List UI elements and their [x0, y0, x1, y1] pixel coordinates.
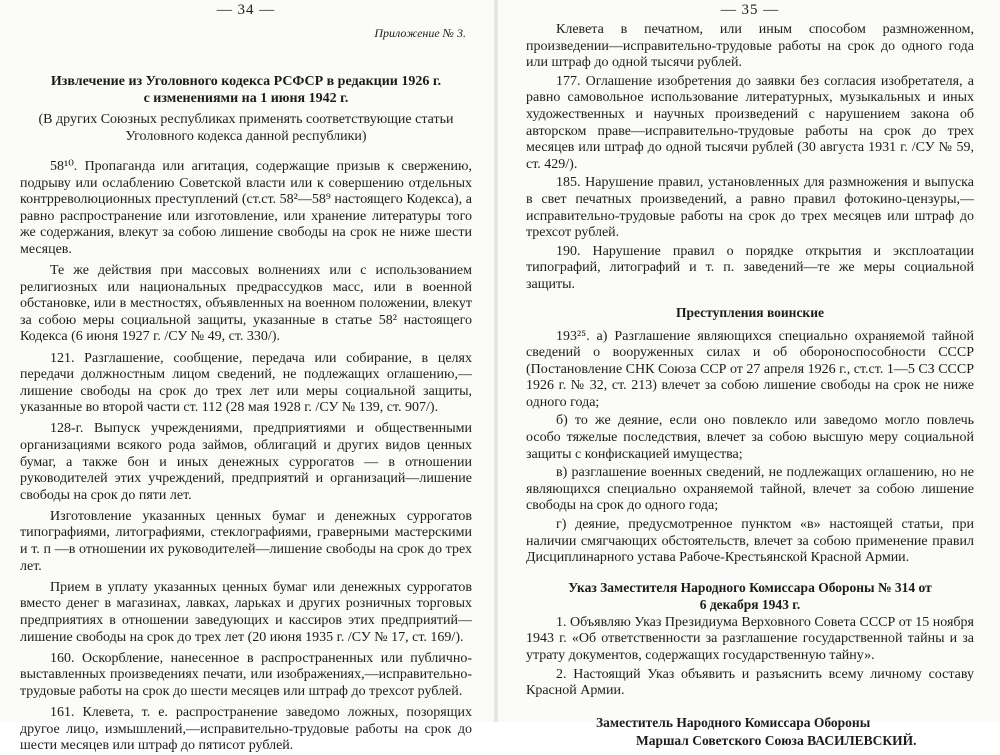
paragraph: Прием в уплату указанных ценных бумаг или денежных суррогатов вместо денег в магазинах, лавках, ларьках и других розничных торговых предприятиях в отношении заведующих и кассиров этих предприятий—лишение свободы на срок до трех лет (20 июня 1935 г. /СУ № 17, ст. 169/). — [20, 579, 472, 645]
paragraph: Те же действия при массовых волнениях или с использованием религиозных или национальных предрассудков масс, или в военной обстановке, или в местностях, объявленных на военном положении, влекут за собою меры социальной защиты, указанные в статье 58² настоящего Кодекса (6 июня 1927 г. /СУ № 49, ст. 330/). — [20, 263, 472, 345]
paragraph: 128-г. Выпуск учреждениями, предприятиями и общественными организациями всякого рода займов, облигаций и других видов ценных бумаг, а также бон и иных денежных суррогатов — в отношении руководителей этих учреждений, предприятий и организаций—лишение свободы на срок до пяти лет. — [20, 421, 472, 503]
paragraph: в) разглашение военных сведений, не подлежащих оглашению, но не являющихся специально охраняемой тайной, влечет за собою лишение свободы на срок до одного года; — [526, 465, 974, 514]
document-title — [20, 73, 472, 107]
left-page — [0, 0, 492, 754]
decree-body — [526, 615, 974, 700]
paragraph: 58¹⁰. Пропаганда или агитация, содержащие призыв к свержению, подрыву или ослаблению Советской власти или к совершению отдельных контрреволюционных преступлений (ст.ст. 58²—58⁹ настоящего Кодекса), а равно распространение или изготовление, или хранение литературы того же содержания, влекут за собою лишение свободы на срок не ниже шести месяцев. — [20, 159, 472, 257]
right-page — [500, 0, 1000, 748]
paragraph: 121. Разглашение, сообщение, передача или собирание, в целях передачи должностным лицом сведений, не подлежащих оглашению,—лишение свободы на срок до трех лет или меры социальной защиты, указанные во второй части ст. 112 (28 мая 1928 г. /СУ № 139, ст. 907/). — [20, 350, 472, 416]
appendix-label: Приложение № 3. — [374, 26, 466, 40]
paragraph: 177. Оглашение изобретения до заявки без согласия изобретателя, а равно самовольное использование литературных, музыкальных и иных художественных и научных произведений с нарушением закона об авторском праве—исправительно-трудовые работы на срок до трех месяцев или штраф до одной тысячи рублей (30 августа 1931 г. /СУ № 59, ст. 429/). — [526, 73, 974, 172]
page-number: — 35 — — [720, 2, 780, 18]
section-heading: Преступления воинские — [676, 304, 824, 320]
paragraph: г) деяние, предусмотренное пунктом «в» настоящей статьи, при наличии смягчающих обстоятельств, влечет за собою применение правил Дисциплинарного устава Рабоче-Крестьянской Красной Армии. — [526, 517, 974, 566]
paragraph: Изготовление указанных ценных бумаг и денежных суррогатов типографиями, литографиями, стеклографиями, граверными мастерскими и т. п —в отношении их руководителей—лишение свободы на срок до трех лет. — [20, 508, 472, 574]
paragraph: б) то же деяние, если оно повлекло или заведомо могло повлечь особо тяжелые последствия, влечет за собою высшую меру социальной защиты с конфискацией имущества; — [526, 413, 974, 462]
paragraph: 161. Клевета, т. е. распространение заведомо ложных, позорящих другое лицо, измышлений,—исправительно-трудовые работы на срок до шести месяцев или штраф до пятисот рублей. — [20, 704, 472, 754]
decree-heading — [526, 579, 974, 613]
paragraph: 2. Настоящий Указ объявить и разъяснить всему личному составу Красной Армии. — [526, 666, 974, 699]
signature-name: Маршал Советского Союза ВАСИЛЕВСКИЙ. — [636, 732, 917, 748]
paragraph: 193²⁵. а) Разглашение являющихся специально охраняемой тайной сведений о вооруженных силах и об обороноспособности СССР (Постановление СНК Союза ССР от 27 апреля 1926 г., ст.ст. 1—5 СЗ СССР 1926 г. № 32, ст. 213) влечет за собою лишение свободы на срок не ниже одного года; — [526, 328, 974, 410]
page-number: — 34 — — [216, 2, 276, 18]
decree-title-line: Указ Заместителя Народного Комиссара Обороны № 314 от — [568, 579, 932, 595]
title-line: Извлечение из Уголовного кодекса РСФСР в редакции 1926 г. — [50, 74, 442, 89]
decree-title-line: 6 декабря 1943 г. — [699, 596, 801, 612]
paragraph: 185. Нарушение правил, установленных для размножения и выпуска в свет печатных произведений, а равно правил фотокино-цензуры,—исправительно-трудовые работы на срок до трех месяцев или штраф до трехсот рублей. — [526, 175, 974, 241]
right-body-top — [526, 22, 974, 294]
document-note: (В других Союзных республиках применять соответствующие статьи Уголовного кодекса данной республики) — [38, 112, 454, 144]
page-gutter — [494, 0, 498, 722]
paragraph: 160. Оскорбление, нанесенное в распространенных или публично-выставленных произведениях печати, или изображениях,—исправительно-трудовые работы на срок до шести месяцев или штраф до трехсот рублей. — [20, 650, 472, 699]
paragraph: Клевета в печатном, или иным способом размноженном, произведении—исправительно-трудовые работы на срок до одного года или штраф до одной тысячи рублей. — [526, 22, 974, 71]
left-body — [20, 159, 472, 755]
paragraph: 190. Нарушение правил о порядке открытия и эксплоатации типографий, литографий и т. п. заведений—те же меры социальной защиты. — [526, 243, 974, 292]
military-crimes-body — [526, 329, 974, 567]
paragraph: 1. Объявляю Указ Президиума Верховного Совета СССР от 15 ноября 1943 г. «Об ответственности за разглашение государственной тайны и за утрату документов, содержащих государственную тайну». — [526, 614, 974, 663]
title-line: с изменениями на 1 июня 1942 г. — [143, 91, 349, 106]
signature-position: Заместитель Народного Комиссара Обороны — [596, 714, 871, 730]
